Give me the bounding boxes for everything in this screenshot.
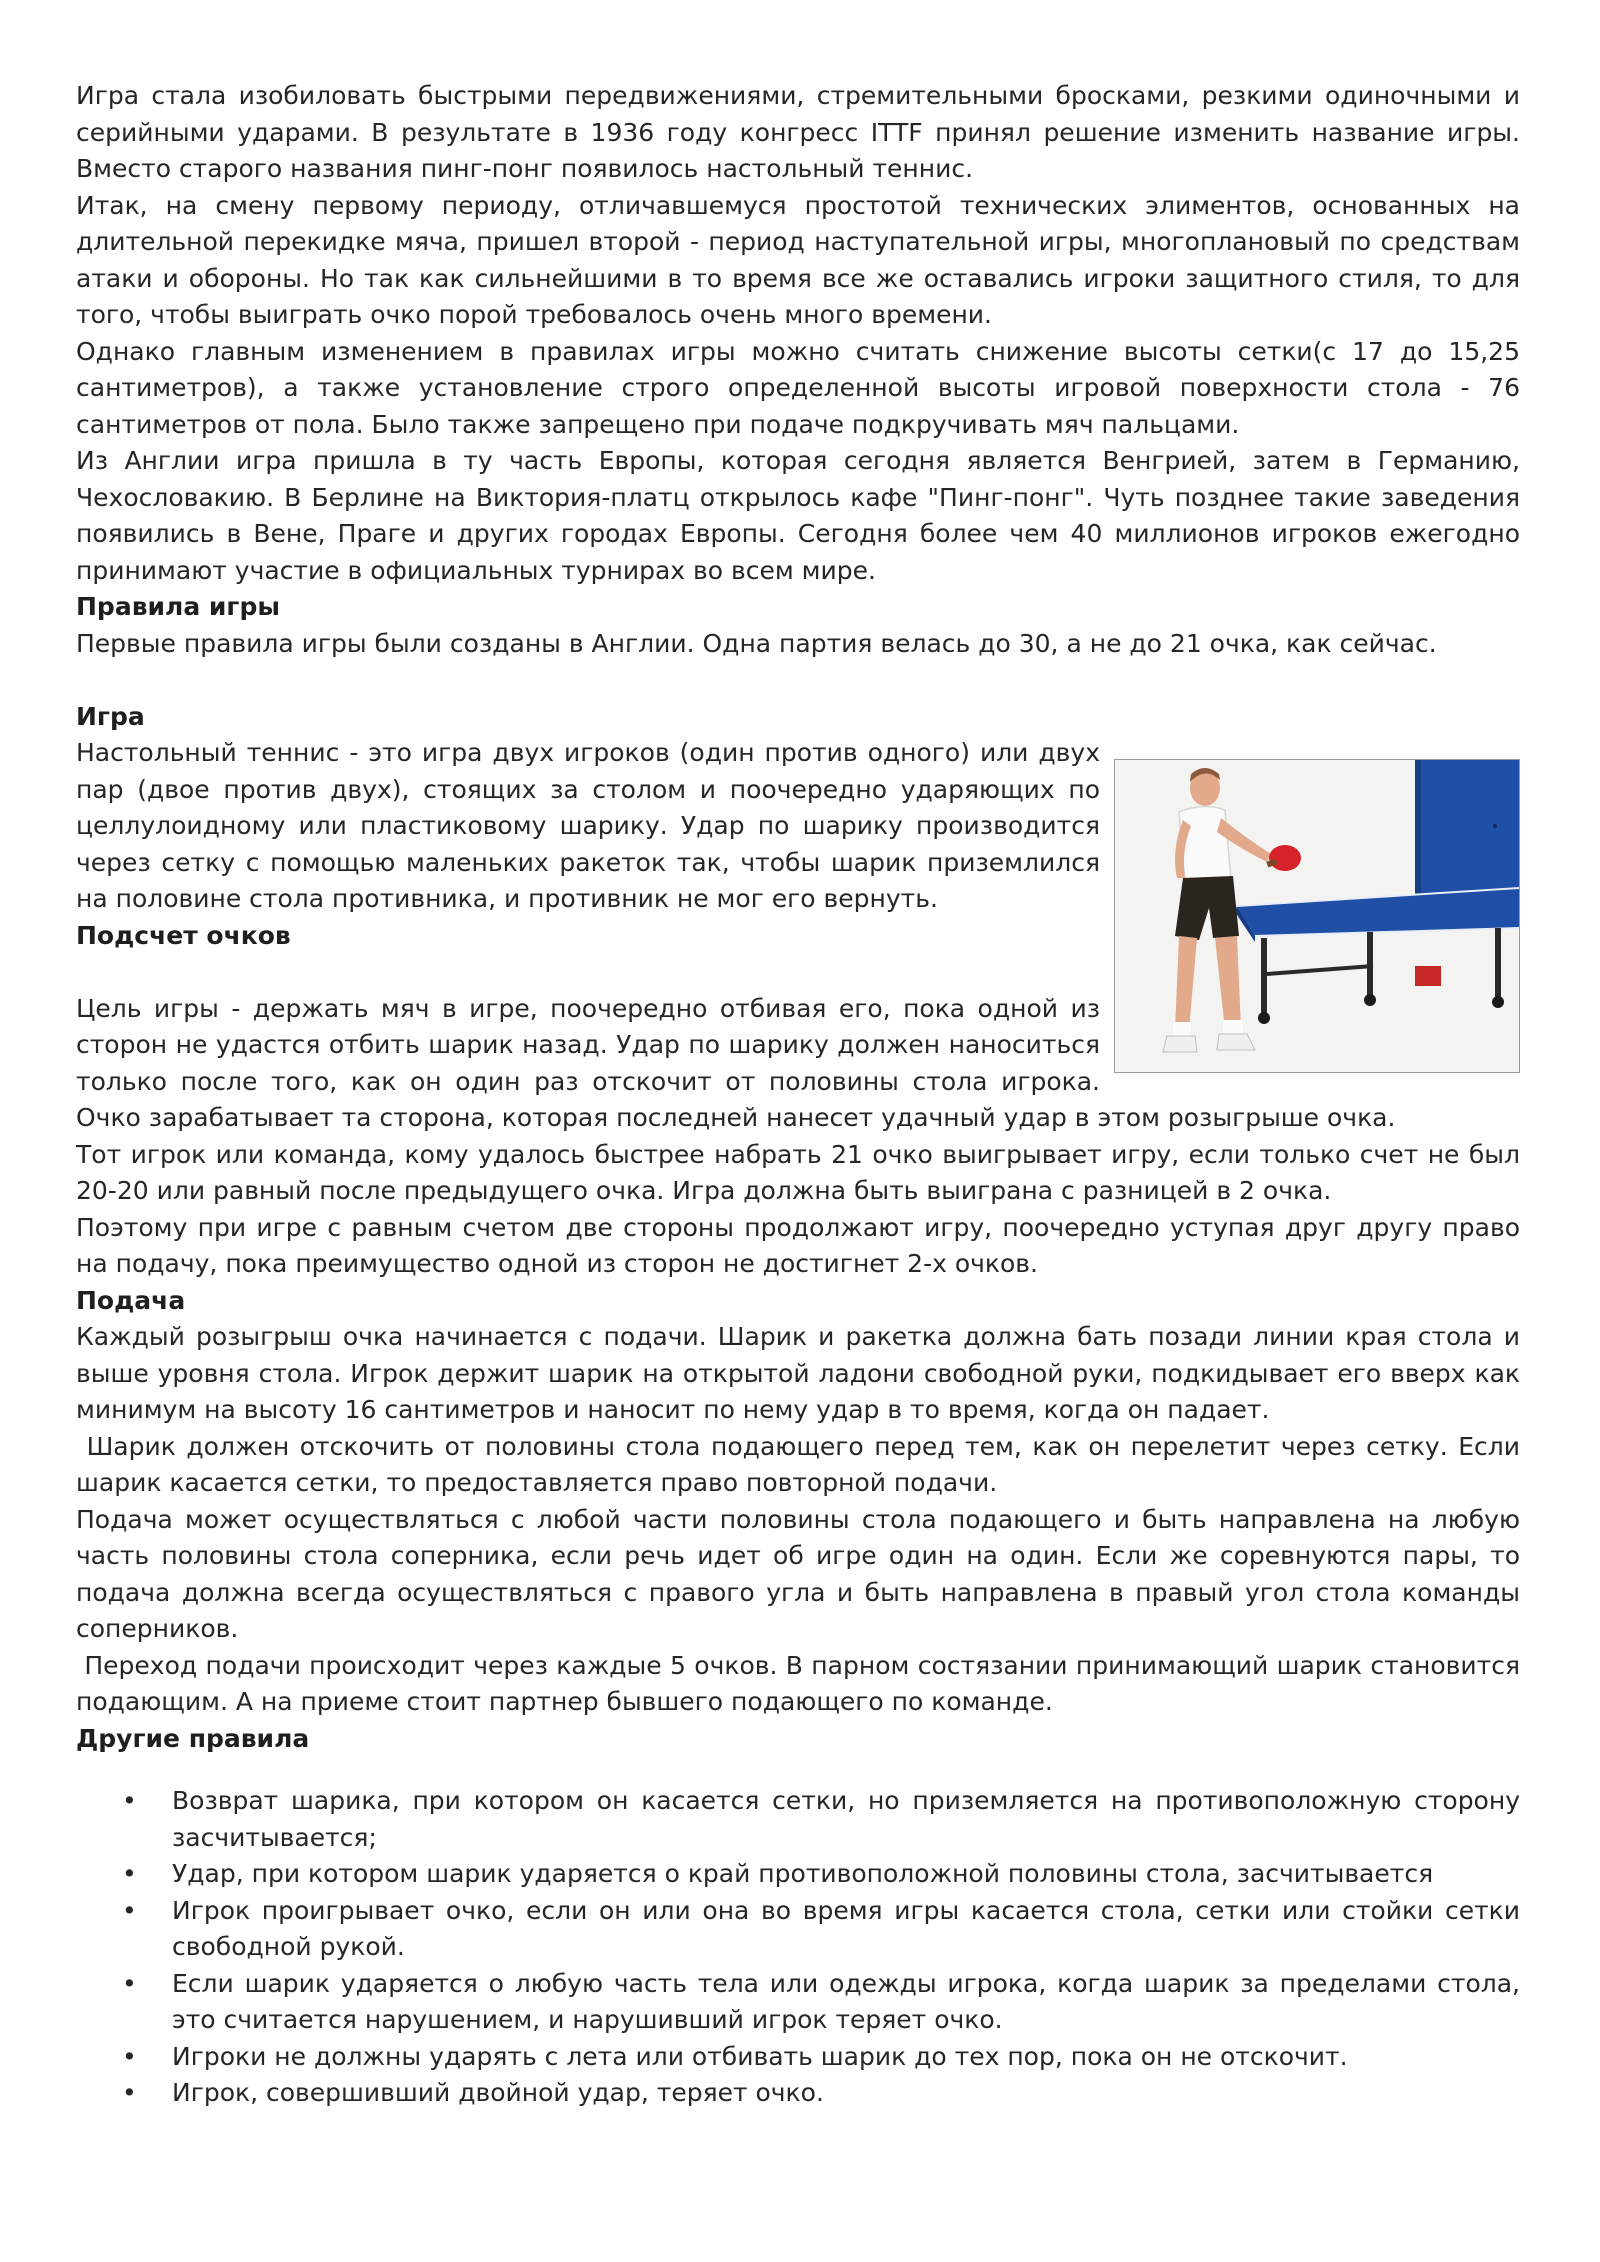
scoring-paragraph-1: Цель игры - держать мяч в игре, поочередно отбивая его, пока одной из сторон не удастся отбить шарик назад. Удар по шарику должен наноситься только после того, как он один раз отскочит от половины стола игрока. Очко зарабатывает та сторона, которая последней нанесет удачный удар в этом розыгрыше очка. xyxy=(76,993,1396,1132)
serve-paragraph-2: Шарик должен отскочить от половины стола подающего перед тем, как он перелетит через сетку. Если шарик касается сетки, то предоставляется право повторной подачи. xyxy=(76,1431,1528,1497)
list-item: • Игрок, совершивший двойной удар, теряет очко. xyxy=(172,2075,1520,2112)
table-tennis-player-photo xyxy=(1114,759,1520,1073)
list-item: • Игроки не должны ударять с лета или отбивать шарик до тех пор, пока он не отскочит. xyxy=(172,2039,1520,2076)
game-text: Настольный теннис - это игра двух игроков (один против одного) или двух пар (двое против двух), стоящих за столом и поочередно ударяющих по целлулоидному или пластиковому шарику. Удар по шарику производится через сетку с помощью маленьких ракеток так, чтобы шарик приземлился на половине стола противника, и противник не мог его вернуть. xyxy=(76,738,1100,913)
list-item: • Возврат шарика, при котором он касается сетки, но приземляется на противоположную сторону засчитывается; xyxy=(172,1783,1520,1856)
intro-paragraph-2: Итак, на смену первому периоду, отличавшемуся простотой технических элиментов, основанных на длительной перекидке мяча, пришел второй - период наступательной игры, многоплановый по средствам атаки и обороны. Но так как сильнейшими в то время все же оставались игроки защитного стиля, то для того, чтобы выиграть очко порой требовалось очень много времени. xyxy=(76,190,1520,329)
serve-paragraph-4: Переход подачи происходит через каждые 5 очков. В парном состязании принимающий шарик становится подающим. А на приеме стоит партнер бывшего подающего по команде. xyxy=(76,1650,1528,1716)
spacer xyxy=(76,662,1520,699)
other-rules-heading: Другие правила xyxy=(76,1723,310,1753)
intro-paragraph-1: Игра стала изобиловать быстрыми передвижениями, стремительными бросками, резкими одиночными и серийными ударами. В результате в 1936 году конгресс ITTF принял решение изменить название игры. Вместо старого названия пинг-понг появилось настольный теннис. xyxy=(76,81,1520,183)
document-page xyxy=(76,78,1528,2112)
serve-paragraph-3: Подача может осуществляться с любой части половины стола подающего и быть направлена на любую часть половины стола соперника, если речь идет об игре один на один. Если же соревнуются пары, то подача должна всегда осуществляться с правого угла и быть направлена в правый угол стола команды соперников. xyxy=(76,1504,1520,1643)
intro-paragraph-3: Однако главным изменением в правилах игры можно считать снижение высоты сетки(с 17 до 15,25 сантиметров), а также установление строго определенной высоты игровой поверхности стола - 76 сантиметров от пола. Было также запрещено при подаче подкручивать мяч пальцами. xyxy=(76,336,1520,439)
serve-heading: Подача xyxy=(76,1285,186,1315)
other-rules-list xyxy=(76,1783,1520,2112)
list-item: • Удар, при котором шарик ударяется о край противоположной половины стола, засчитывается xyxy=(172,1856,1520,1893)
scoring-paragraph-2: Тот игрок или команда, кому удалось быстрее набрать 21 очко выигрывает игру, если только счет не был 20-20 или равный после предыдущего очка. Игра должна быть выиграна с разницей в 2 очка. xyxy=(76,1139,1520,1205)
intro-paragraph-4: Из Англии игра пришла в ту часть Европы, которая сегодня является Венгрией, затем в Германию, Чехословакию. В Берлине на Виктория-платц открылось кафе "Пинг-понг". Чуть позднее такие заведения появились в Вене, Праге и других городах Европы. Сегодня более чем 40 миллионов игроков ежегодно принимают участие в официальных турнирах во всем мире. xyxy=(76,446,1520,585)
scoring-paragraph-3: Поэтому при игре с равным счетом две стороны продолжают игру, поочередно уступая друг другу право на подачу, пока преимущество одной из сторон не достигнет 2-х очков. xyxy=(76,1212,1520,1278)
rules-heading: Правила игры xyxy=(76,592,280,621)
game-heading: Игра xyxy=(76,701,145,731)
list-item: • Игрок проигрывает очко, если он или она во время игры касается стола, сетки или стойки сетки свободной рукой. xyxy=(172,1893,1520,1966)
list-item: • Если шарик ударяется о любую часть тела или одежды игрока, когда шарик за пределами стола, это считается нарушением, и нарушивший игрок теряет очко. xyxy=(172,1966,1520,2039)
rules-text: Первые правила игры были созданы в Англии. Одна партия велась до 30, а не до 21 очка, как сейчас. xyxy=(76,628,1437,658)
scoring-heading: Подсчет очков xyxy=(76,920,291,950)
serve-paragraph-1: Каждый розыгрыш очка начинается с подачи. Шарик и ракетка должна бать позади линии края стола и выше уровня стола. Игрок держит шарик на открытой ладони свободной руки, подкидывает его вверх как минимум на высоту 16 сантиметров и наносит по нему удар в то время, когда он падает. xyxy=(76,1322,1520,1424)
